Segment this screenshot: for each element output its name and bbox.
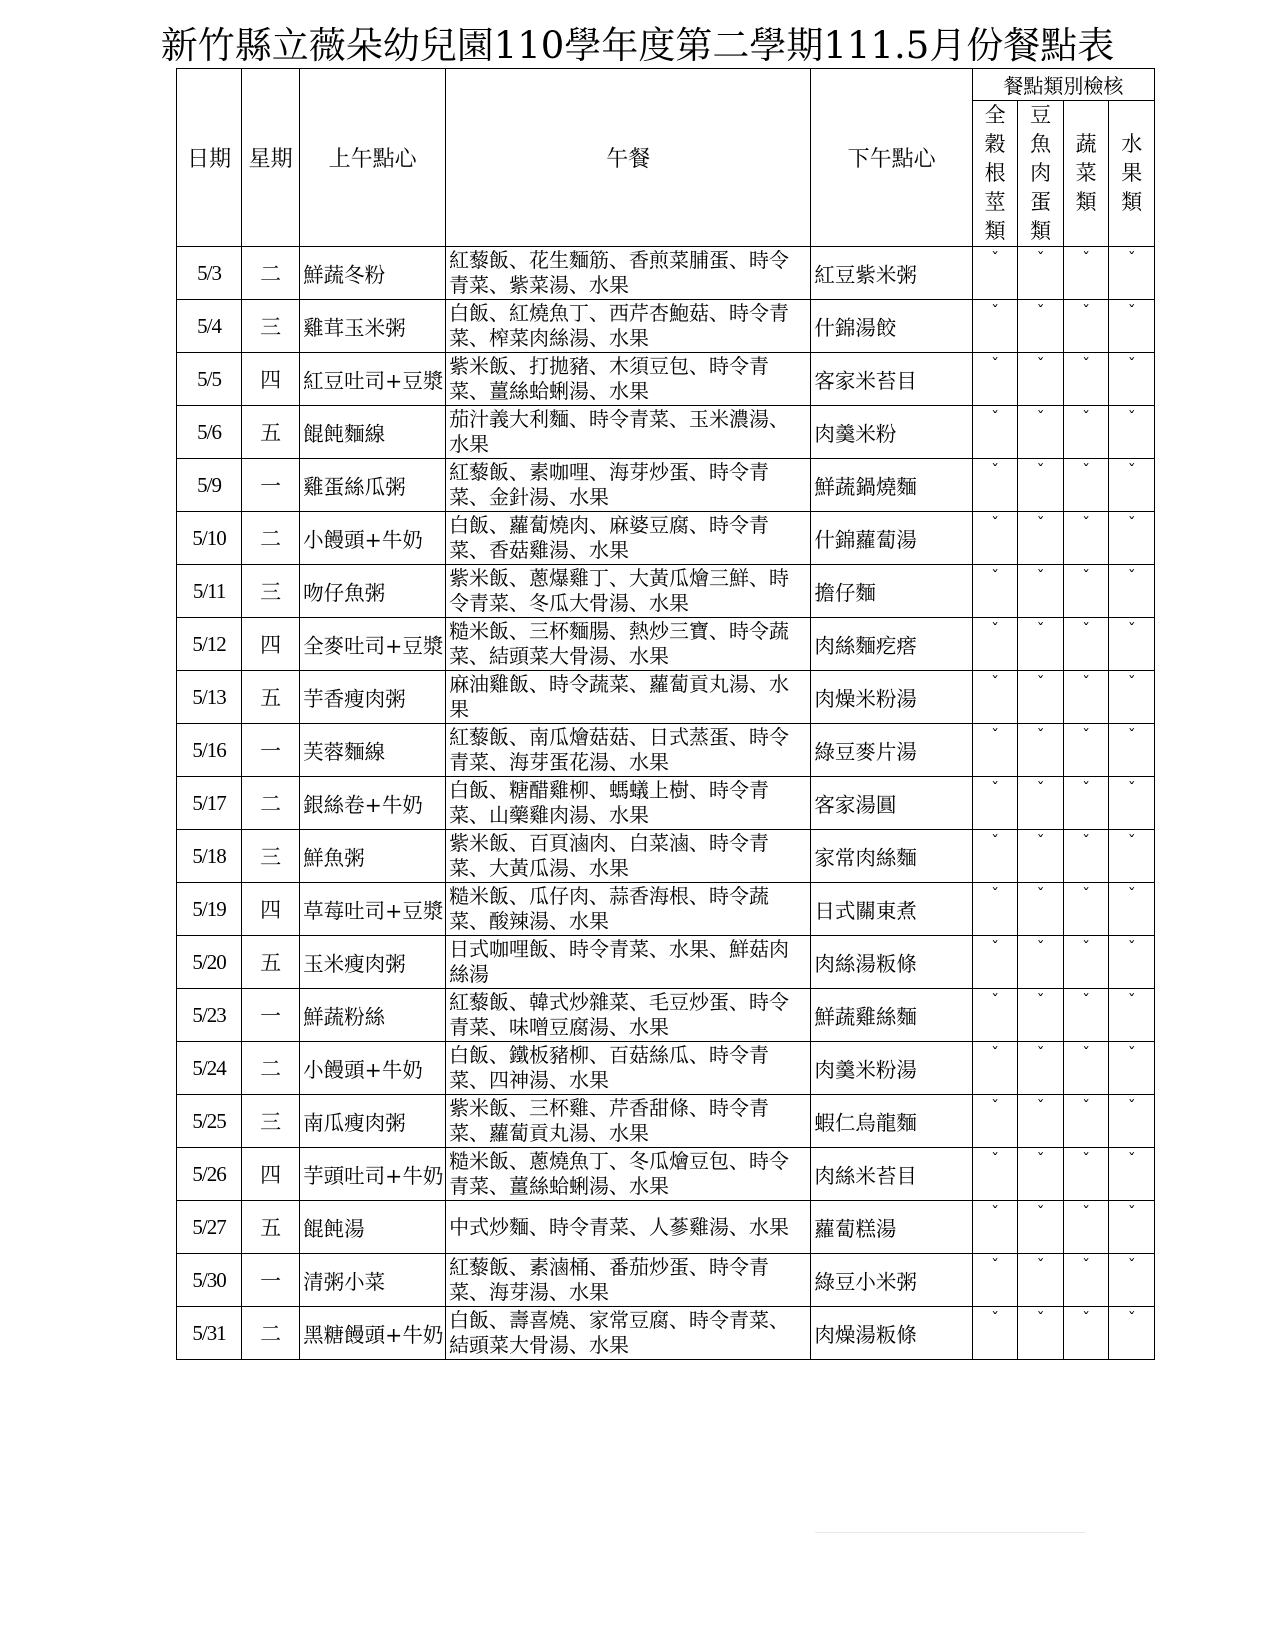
check-grains-cell: ˇ [972, 459, 1018, 512]
lunch-cell: 紫米飯、蔥爆雞丁、大黃瓜燴三鮮、時令青菜、冬瓜大骨湯、水果 [446, 565, 811, 618]
afternoon-snack-cell: 鮮蔬鍋燒麵 [811, 459, 972, 512]
check-vegetables-cell: ˇ [1063, 1095, 1109, 1148]
weekday-cell: 三 [242, 300, 300, 353]
header-morning-snack: 上午點心 [300, 69, 446, 247]
morning-snack-cell: 吻仔魚粥 [300, 565, 446, 618]
weekday-cell: 三 [242, 1095, 300, 1148]
afternoon-snack-cell: 客家米苔目 [811, 353, 972, 406]
afternoon-snack-cell: 肉絲米苔目 [811, 1148, 972, 1201]
check-grains-cell: ˇ [972, 512, 1018, 565]
check-protein-cell: ˇ [1018, 565, 1064, 618]
weekday-cell: 二 [242, 512, 300, 565]
check-fruit-cell: ˇ [1109, 1201, 1155, 1254]
date-cell: 5/4 [177, 300, 242, 353]
afternoon-snack-cell: 肉羹米粉湯 [811, 1042, 972, 1095]
weekday-cell: 五 [242, 1201, 300, 1254]
page-title: 新竹縣立薇朵幼兒園110學年度第二學期111.5月份餐點表 [160, 24, 1115, 67]
check-grains-cell: ˇ [972, 1095, 1018, 1148]
lunch-cell: 白飯、糖醋雞柳、螞蟻上樹、時令青菜、山藥雞肉湯、水果 [446, 777, 811, 830]
header-day: 星期 [242, 69, 300, 247]
check-vegetables-cell: ˇ [1063, 1042, 1109, 1095]
weekday-cell: 五 [242, 936, 300, 989]
check-grains-cell: ˇ [972, 247, 1018, 300]
table-row [177, 830, 1155, 883]
check-vegetables-cell: ˇ [1063, 512, 1109, 565]
check-protein-cell: ˇ [1018, 1042, 1064, 1095]
weekday-cell: 二 [242, 777, 300, 830]
check-protein-cell: ˇ [1018, 512, 1064, 565]
table-row [177, 724, 1155, 777]
header-grains: 全穀根莖類 [972, 101, 1018, 247]
morning-snack-cell: 全麥吐司+豆漿 [300, 618, 446, 671]
weekday-cell: 四 [242, 1148, 300, 1201]
date-cell: 5/31 [177, 1307, 242, 1360]
weekday-cell: 四 [242, 883, 300, 936]
table-row [177, 1095, 1155, 1148]
check-grains-cell: ˇ [972, 830, 1018, 883]
check-vegetables-cell: ˇ [1063, 936, 1109, 989]
date-cell: 5/6 [177, 406, 242, 459]
table-row [177, 1042, 1155, 1095]
lunch-cell: 白飯、紅燒魚丁、西芹杏鮑菇、時令青菜、榨菜肉絲湯、水果 [446, 300, 811, 353]
lunch-cell: 茄汁義大利麵、時令青菜、玉米濃湯、水果 [446, 406, 811, 459]
check-protein-cell: ˇ [1018, 459, 1064, 512]
date-cell: 5/16 [177, 724, 242, 777]
check-vegetables-cell: ˇ [1063, 671, 1109, 724]
date-cell: 5/9 [177, 459, 242, 512]
table-row [177, 247, 1155, 300]
morning-snack-cell: 黑糖饅頭+牛奶 [300, 1307, 446, 1360]
header-vegetables: 蔬菜類 [1063, 101, 1109, 247]
morning-snack-cell: 鮮蔬冬粉 [300, 247, 446, 300]
check-grains-cell: ˇ [972, 883, 1018, 936]
table-row [177, 512, 1155, 565]
lunch-cell: 紅藜飯、韓式炒雜菜、毛豆炒蛋、時令青菜、味噌豆腐湯、水果 [446, 989, 811, 1042]
date-cell: 5/13 [177, 671, 242, 724]
check-protein-cell: ˇ [1018, 618, 1064, 671]
lunch-cell: 紫米飯、三杯雞、芹香甜條、時令青菜、蘿蔔貢丸湯、水果 [446, 1095, 811, 1148]
check-protein-cell: ˇ [1018, 1148, 1064, 1201]
check-grains-cell: ˇ [972, 989, 1018, 1042]
lunch-cell: 紫米飯、打拋豬、木須豆包、時令青菜、薑絲蛤蜊湯、水果 [446, 353, 811, 406]
lunch-cell: 糙米飯、瓜仔肉、蒜香海根、時令蔬菜、酸辣湯、水果 [446, 883, 811, 936]
check-fruit-cell: ˇ [1109, 565, 1155, 618]
check-fruit-cell: ˇ [1109, 406, 1155, 459]
afternoon-snack-cell: 蝦仁烏龍麵 [811, 1095, 972, 1148]
check-grains-cell: ˇ [972, 1201, 1018, 1254]
check-fruit-cell: ˇ [1109, 936, 1155, 989]
lunch-cell: 糙米飯、蔥燒魚丁、冬瓜燴豆包、時令青菜、薑絲蛤蜊湯、水果 [446, 1148, 811, 1201]
table-row [177, 883, 1155, 936]
check-fruit-cell: ˇ [1109, 1042, 1155, 1095]
lunch-cell: 紅藜飯、花生麵筋、香煎菜脯蛋、時令青菜、紫菜湯、水果 [446, 247, 811, 300]
morning-snack-cell: 草莓吐司+豆漿 [300, 883, 446, 936]
weekday-cell: 二 [242, 1307, 300, 1360]
check-vegetables-cell: ˇ [1063, 989, 1109, 1042]
weekday-cell: 四 [242, 353, 300, 406]
weekday-cell: 五 [242, 406, 300, 459]
weekday-cell: 一 [242, 459, 300, 512]
check-fruit-cell: ˇ [1109, 618, 1155, 671]
check-vegetables-cell: ˇ [1063, 406, 1109, 459]
check-fruit-cell: ˇ [1109, 1254, 1155, 1307]
header-afternoon-snack: 下午點心 [811, 69, 972, 247]
lunch-cell: 紫米飯、百頁滷肉、白菜滷、時令青菜、大黃瓜湯、水果 [446, 830, 811, 883]
check-grains-cell: ˇ [972, 353, 1018, 406]
afternoon-snack-cell: 綠豆麥片湯 [811, 724, 972, 777]
check-protein-cell: ˇ [1018, 777, 1064, 830]
table-row [177, 1148, 1155, 1201]
check-fruit-cell: ˇ [1109, 459, 1155, 512]
check-grains-cell: ˇ [972, 936, 1018, 989]
table-row [177, 777, 1155, 830]
check-vegetables-cell: ˇ [1063, 300, 1109, 353]
lunch-cell: 紅藜飯、南瓜燴菇菇、日式蒸蛋、時令青菜、海芽蛋花湯、水果 [446, 724, 811, 777]
lunch-cell: 日式咖哩飯、時令青菜、水果、鮮菇肉絲湯 [446, 936, 811, 989]
morning-snack-cell: 玉米瘦肉粥 [300, 936, 446, 989]
morning-snack-cell: 雞蛋絲瓜粥 [300, 459, 446, 512]
check-fruit-cell: ˇ [1109, 989, 1155, 1042]
table-row [177, 353, 1155, 406]
check-protein-cell: ˇ [1018, 300, 1064, 353]
check-protein-cell: ˇ [1018, 830, 1064, 883]
morning-snack-cell: 銀絲卷+牛奶 [300, 777, 446, 830]
morning-snack-cell: 芋香瘦肉粥 [300, 671, 446, 724]
table-row [177, 1307, 1155, 1360]
check-fruit-cell: ˇ [1109, 671, 1155, 724]
afternoon-snack-cell: 綠豆小米粥 [811, 1254, 972, 1307]
check-protein-cell: ˇ [1018, 883, 1064, 936]
afternoon-snack-cell: 肉燥米粉湯 [811, 671, 972, 724]
check-grains-cell: ˇ [972, 1042, 1018, 1095]
morning-snack-cell: 餛飩湯 [300, 1201, 446, 1254]
morning-snack-cell: 清粥小菜 [300, 1254, 446, 1307]
check-protein-cell: ˇ [1018, 1254, 1064, 1307]
check-fruit-cell: ˇ [1109, 777, 1155, 830]
afternoon-snack-cell: 紅豆紫米粥 [811, 247, 972, 300]
weekday-cell: 一 [242, 724, 300, 777]
check-vegetables-cell: ˇ [1063, 618, 1109, 671]
check-fruit-cell: ˇ [1109, 247, 1155, 300]
check-vegetables-cell: ˇ [1063, 1307, 1109, 1360]
table-row [177, 1201, 1155, 1254]
check-vegetables-cell: ˇ [1063, 1254, 1109, 1307]
afternoon-snack-cell: 擔仔麵 [811, 565, 972, 618]
check-grains-cell: ˇ [972, 565, 1018, 618]
check-grains-cell: ˇ [972, 1254, 1018, 1307]
header-check-group: 餐點類別檢核 [972, 69, 1154, 101]
check-protein-cell: ˇ [1018, 353, 1064, 406]
date-cell: 5/24 [177, 1042, 242, 1095]
afternoon-snack-cell: 日式關東煮 [811, 883, 972, 936]
date-cell: 5/27 [177, 1201, 242, 1254]
date-cell: 5/5 [177, 353, 242, 406]
check-vegetables-cell: ˇ [1063, 1201, 1109, 1254]
afternoon-snack-cell: 肉燥湯粄條 [811, 1307, 972, 1360]
morning-snack-cell: 鮮魚粥 [300, 830, 446, 883]
check-fruit-cell: ˇ [1109, 830, 1155, 883]
table-row [177, 671, 1155, 724]
lunch-cell: 紅藜飯、素咖哩、海芽炒蛋、時令青菜、金針湯、水果 [446, 459, 811, 512]
lunch-cell: 白飯、壽喜燒、家常豆腐、時令青菜、結頭菜大骨湯、水果 [446, 1307, 811, 1360]
morning-snack-cell: 芋頭吐司+牛奶 [300, 1148, 446, 1201]
check-grains-cell: ˇ [972, 671, 1018, 724]
check-grains-cell: ˇ [972, 300, 1018, 353]
date-cell: 5/30 [177, 1254, 242, 1307]
check-fruit-cell: ˇ [1109, 1095, 1155, 1148]
table-row [177, 1254, 1155, 1307]
table-row [177, 936, 1155, 989]
morning-snack-cell: 鮮蔬粉絲 [300, 989, 446, 1042]
lunch-cell: 紅藜飯、素滷桶、番茄炒蛋、時令青菜、海芽湯、水果 [446, 1254, 811, 1307]
header-lunch: 午餐 [446, 69, 811, 247]
date-cell: 5/18 [177, 830, 242, 883]
check-grains-cell: ˇ [972, 724, 1018, 777]
check-vegetables-cell: ˇ [1063, 1148, 1109, 1201]
date-cell: 5/20 [177, 936, 242, 989]
check-fruit-cell: ˇ [1109, 883, 1155, 936]
weekday-cell: 一 [242, 989, 300, 1042]
afternoon-snack-cell: 家常肉絲麵 [811, 830, 972, 883]
table-row [177, 300, 1155, 353]
check-vegetables-cell: ˇ [1063, 459, 1109, 512]
check-protein-cell: ˇ [1018, 989, 1064, 1042]
lunch-cell: 白飯、蘿蔔燒肉、麻婆豆腐、時令青菜、香菇雞湯、水果 [446, 512, 811, 565]
check-protein-cell: ˇ [1018, 1201, 1064, 1254]
signature-line [815, 1532, 1085, 1533]
table-row [177, 406, 1155, 459]
morning-snack-cell: 紅豆吐司+豆漿 [300, 353, 446, 406]
check-protein-cell: ˇ [1018, 936, 1064, 989]
date-cell: 5/17 [177, 777, 242, 830]
header-protein: 豆魚肉蛋類 [1018, 101, 1064, 247]
check-fruit-cell: ˇ [1109, 1148, 1155, 1201]
header-fruit: 水果類 [1109, 101, 1155, 247]
check-vegetables-cell: ˇ [1063, 247, 1109, 300]
afternoon-snack-cell: 什錦湯餃 [811, 300, 972, 353]
lunch-cell: 糙米飯、三杯麵腸、熱炒三寶、時令蔬菜、結頭菜大骨湯、水果 [446, 618, 811, 671]
check-vegetables-cell: ˇ [1063, 565, 1109, 618]
check-protein-cell: ˇ [1018, 1095, 1064, 1148]
check-fruit-cell: ˇ [1109, 512, 1155, 565]
morning-snack-cell: 小饅頭+牛奶 [300, 1042, 446, 1095]
check-vegetables-cell: ˇ [1063, 353, 1109, 406]
afternoon-snack-cell: 肉絲麵疙瘩 [811, 618, 972, 671]
lunch-cell: 麻油雞飯、時令蔬菜、蘿蔔貢丸湯、水果 [446, 671, 811, 724]
check-grains-cell: ˇ [972, 777, 1018, 830]
morning-snack-cell: 雞茸玉米粥 [300, 300, 446, 353]
check-fruit-cell: ˇ [1109, 300, 1155, 353]
date-cell: 5/11 [177, 565, 242, 618]
table-row [177, 459, 1155, 512]
check-fruit-cell: ˇ [1109, 724, 1155, 777]
lunch-cell: 白飯、鐵板豬柳、百菇絲瓜、時令青菜、四神湯、水果 [446, 1042, 811, 1095]
check-grains-cell: ˇ [972, 1148, 1018, 1201]
lunch-cell: 中式炒麵、時令青菜、人蔘雞湯、水果 [446, 1201, 811, 1254]
check-vegetables-cell: ˇ [1063, 830, 1109, 883]
afternoon-snack-cell: 肉絲湯粄條 [811, 936, 972, 989]
check-protein-cell: ˇ [1018, 671, 1064, 724]
meal-table [176, 68, 1155, 1360]
table-row [177, 565, 1155, 618]
check-fruit-cell: ˇ [1109, 1307, 1155, 1360]
check-vegetables-cell: ˇ [1063, 883, 1109, 936]
date-cell: 5/10 [177, 512, 242, 565]
check-vegetables-cell: ˇ [1063, 724, 1109, 777]
check-fruit-cell: ˇ [1109, 353, 1155, 406]
weekday-cell: 四 [242, 618, 300, 671]
morning-snack-cell: 餛飩麵線 [300, 406, 446, 459]
date-cell: 5/3 [177, 247, 242, 300]
morning-snack-cell: 南瓜瘦肉粥 [300, 1095, 446, 1148]
afternoon-snack-cell: 鮮蔬雞絲麵 [811, 989, 972, 1042]
date-cell: 5/23 [177, 989, 242, 1042]
afternoon-snack-cell: 肉羹米粉 [811, 406, 972, 459]
check-vegetables-cell: ˇ [1063, 777, 1109, 830]
date-cell: 5/26 [177, 1148, 242, 1201]
header-date: 日期 [177, 69, 242, 247]
check-protein-cell: ˇ [1018, 247, 1064, 300]
weekday-cell: 一 [242, 1254, 300, 1307]
check-grains-cell: ˇ [972, 1307, 1018, 1360]
weekday-cell: 二 [242, 1042, 300, 1095]
table-row [177, 618, 1155, 671]
date-cell: 5/12 [177, 618, 242, 671]
morning-snack-cell: 小饅頭+牛奶 [300, 512, 446, 565]
afternoon-snack-cell: 客家湯圓 [811, 777, 972, 830]
weekday-cell: 五 [242, 671, 300, 724]
check-grains-cell: ˇ [972, 618, 1018, 671]
check-protein-cell: ˇ [1018, 724, 1064, 777]
date-cell: 5/25 [177, 1095, 242, 1148]
afternoon-snack-cell: 蘿蔔糕湯 [811, 1201, 972, 1254]
afternoon-snack-cell: 什錦蘿蔔湯 [811, 512, 972, 565]
check-protein-cell: ˇ [1018, 406, 1064, 459]
weekday-cell: 三 [242, 830, 300, 883]
weekday-cell: 三 [242, 565, 300, 618]
table-row [177, 989, 1155, 1042]
check-protein-cell: ˇ [1018, 1307, 1064, 1360]
date-cell: 5/19 [177, 883, 242, 936]
weekday-cell: 二 [242, 247, 300, 300]
morning-snack-cell: 芙蓉麵線 [300, 724, 446, 777]
check-grains-cell: ˇ [972, 406, 1018, 459]
